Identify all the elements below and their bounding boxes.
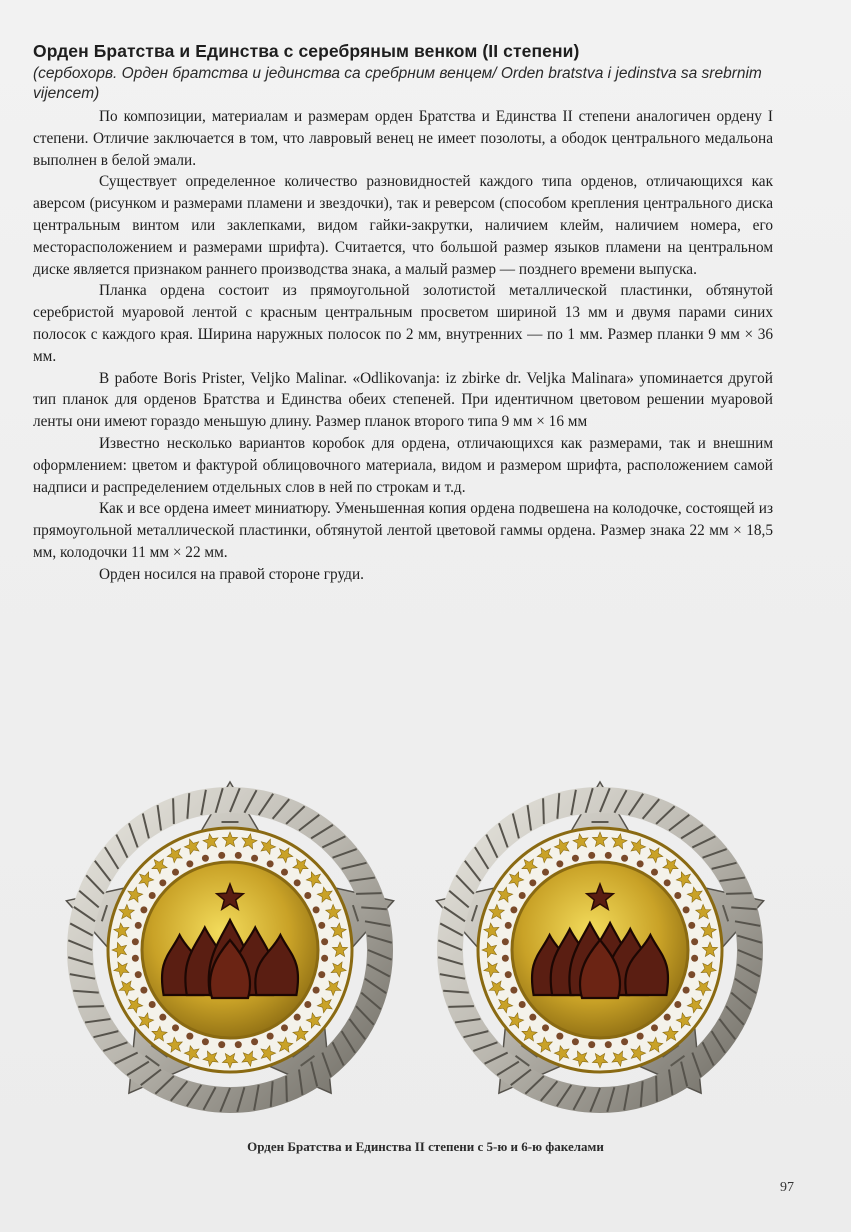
paragraph-6: Как и все ордена имеет миниатюру. Уменьшенная копия ордена подвешена на колодочке, состоящей из прямоугольной металлической пластинки, обтянутой лентой цветовой гаммы ордена. Размер знака 22 мм × 18,5 мм, колодочки 11 мм × 22 мм. bbox=[33, 500, 773, 561]
page-number: 97 bbox=[780, 1180, 794, 1195]
medal-figure bbox=[50, 765, 790, 1125]
article bbox=[33, 40, 773, 586]
paragraph-5: Известно несколько вариантов коробок для ордена, отличающихся как размерами, так и внешним оформлением: цветом и фактурой облицовочного материала, видом и размером шрифта, расположением самой надписи и распределением отдельных слов в ней по строкам и т.д. bbox=[33, 434, 773, 496]
page-title: Орден Братства и Единства с серебряным венком (II степени) bbox=[33, 41, 580, 61]
order-medal-5-torches bbox=[50, 765, 410, 1125]
order-medal-6-torches bbox=[420, 765, 780, 1125]
paragraph-2: Существует определенное количество разновидностей каждого типа орденов, отличающихся как аверсом (рисунком и размерами пламени и звездочки), так и реверсом (способом крепления центрального диска центральным винтом или заклепками, видом гайки-закрутки, наличием клейм, наличием номера, его месторасположением и размерами шрифта). Считается, что большой размер языков пламени на центральном диске является признаком раннего производства знака, а малый размер — позднего времени выпуска. bbox=[33, 173, 773, 278]
paragraph-1: По композиции, материалам и размерам орден Братства и Единства II степени аналогичен ордену I степени. Отличие заключается в том, что лавровый венец не имеет позолоты, а ободок центрального медальона выполнен в белой эмали. bbox=[33, 108, 773, 169]
paragraph-3: Планка ордена состоит из прямоугольной золотистой металлической пластинки, обтянутой серебристой муаровой лентой с красным центральным просветом шириной 13 мм и двумя парами синих полосок с каждого края. Ширина наружных полосок по 2 мм, внутренних — по 1 мм. Размер планки 9 мм × 36 мм. bbox=[33, 282, 773, 365]
figure-caption: Орден Братства и Единства II степени с 5-ю и 6-ю факелами bbox=[247, 1139, 604, 1154]
paragraph-4: В работе Boris Prister, Veljko Malinar. «Odlikovanja: iz zbirke dr. Veljka Malinara» упоминается другой тип планок для орденов Братства и Единства обеих степеней. При идентичном цветовом решении муаровой ленты они имеют гораздо меньшую длину. Размер планок второго типа 9 мм × 16 мм bbox=[33, 369, 773, 431]
paragraph-7: Орден носился на правой стороне груди. bbox=[99, 565, 364, 583]
page-subtitle: (сербохорв. Орден братства и јединства са сребрним венцем/ Orden bratstva i jedinstva sa srebrnim vijencem) bbox=[33, 65, 762, 102]
